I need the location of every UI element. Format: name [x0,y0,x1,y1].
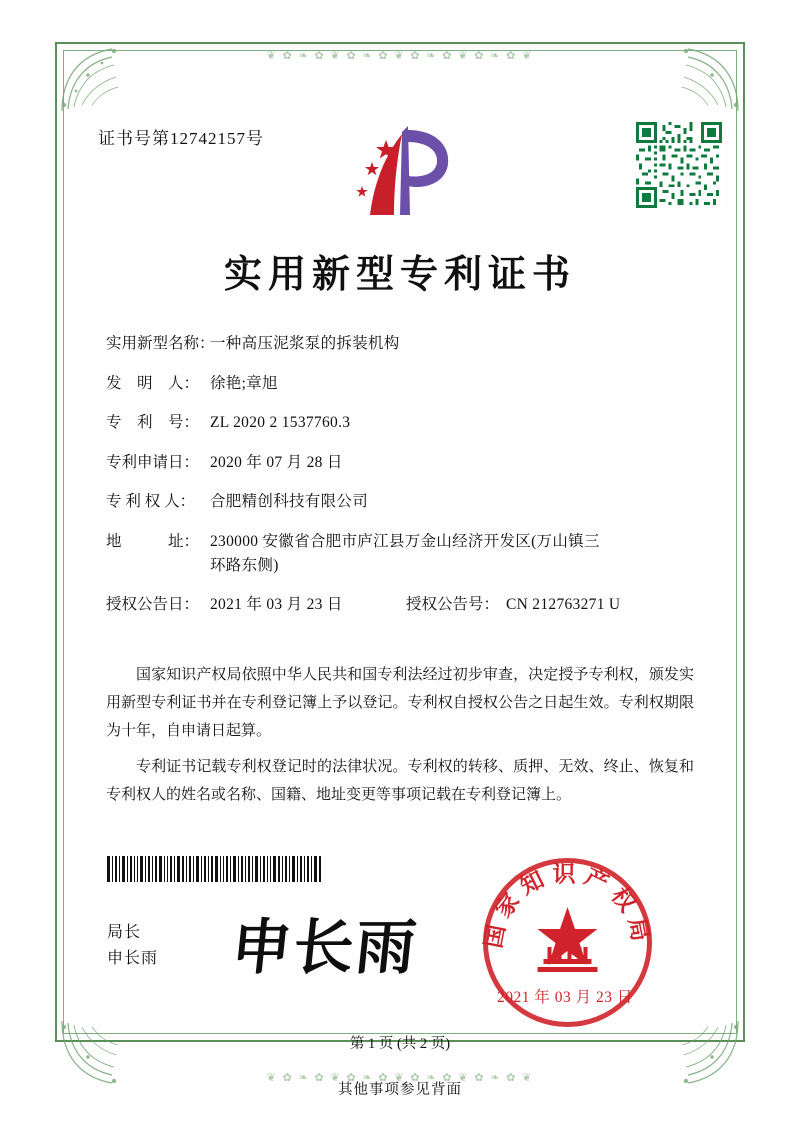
field-patentee [106,493,696,512]
legal-paragraph-1: 国家知识产权局依照中华人民共和国专利法经过初步审查，决定授予专利权，颁发实用新型专利证书并在专利登记簿上予以登记。专利权自授权公告之日起生效。专利权期限为十年，自申请日起算。 [106,665,694,739]
field-value-wrapper [210,533,696,575]
field-value: 2020 年 07 月 28 日 [210,453,343,471]
signatory-title: 局长 [107,924,142,941]
certificate-number: 证书号第12742157号 [98,129,264,148]
certificate-fields [106,335,696,633]
field-value: 合肥精创科技有限公司 [210,493,369,511]
border-pattern-bottom: ❦ ✿ ❧ ✿ ❦ ✿ ❧ ✿ ❦ ✿ ❧ ✿ ❦ ✿ ❧ ✿ ❦ [266,1072,534,1084]
barcode [107,856,323,882]
corner-ornament-icon [58,45,148,115]
field-grant-number [406,596,696,615]
field-label: 授权公告号： [406,596,500,614]
field-address [106,533,696,575]
legal-text-block [106,660,694,816]
field-utility-model-name [106,335,696,354]
field-label: 专 利 权 人： [106,493,196,511]
corner-ornament-icon [652,45,742,115]
field-label: 专 利 号： [106,414,200,432]
field-value-line2: 环路东侧) [210,556,279,574]
page-title: 实用新型专利证书 [223,251,576,296]
cnipa-logo-icon [350,120,460,225]
field-value: ZL 2020 2 1537760.3 [210,414,351,432]
field-inventor [106,375,696,394]
legal-paragraph-2: 专利证书记载专利权登记时的法律状况。专利权的转移、质押、无效、终止、恢复和专利权人的姓名或名称、国籍、地址变更等事项记载在专利登记簿上。 [106,757,694,803]
svg-text:国家知识产权局: 国家知识产权局 [480,860,655,951]
signatory-block [107,920,158,972]
field-value: 徐艳;章旭 [210,374,278,392]
field-application-date [106,454,696,473]
field-label: 地 址： [106,532,200,550]
field-value: 230000 安徽省合肥市庐江县万金山经济开发区(万山镇三 [210,532,600,550]
border-pattern-top: ❦ ✿ ❧ ✿ ❦ ✿ ❧ ✿ ❦ ✿ ❧ ✿ ❦ ✿ ❧ ✿ ❦ [266,50,534,62]
page-number: 第 1 页 (共 2 页) [349,1036,451,1052]
field-value: 一种高压泥浆泵的拆装机构 [210,335,400,352]
field-value: CN 212763271 U [506,596,621,614]
field-label: 发 明 人： [106,374,200,392]
field-patent-number [106,414,696,433]
handwritten-signature: 申长雨 [227,913,422,983]
footer-note: 其他事项参见背面 [338,1082,462,1098]
signatory-name: 申长雨 [107,950,159,967]
field-grant-date [106,596,406,615]
qr-code-icon [636,122,722,208]
field-value: 2021 年 03 月 23 日 [210,596,343,614]
field-label: 专利申请日： [106,453,200,471]
seal-date: 2021 年 03 月 23 日 [497,989,633,1006]
field-label: 授权公告日： [106,596,200,614]
field-label: 实用新型名称： [106,335,215,352]
field-grant-row [106,596,696,615]
